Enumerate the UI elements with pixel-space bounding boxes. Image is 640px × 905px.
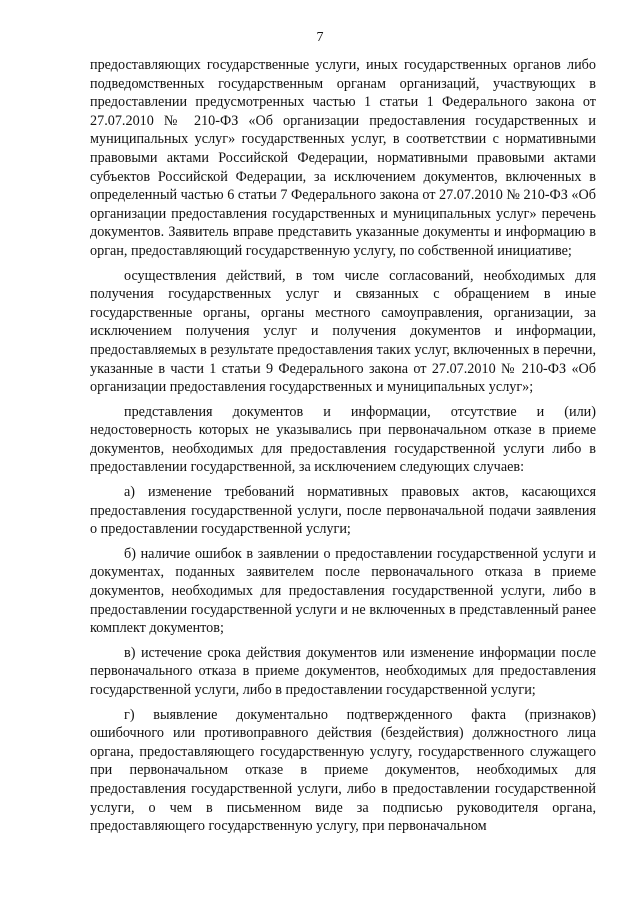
paragraph: представления документов и информации, отсутствие и (или) недостоверность которых не указывались при первоначальном отказе в приеме документов, необходимых для предоставления государственной услуги либо в предоставлении государственной, за исключением следующих случаев: bbox=[90, 403, 596, 476]
page-number: 7 bbox=[316, 30, 324, 45]
list-item-g: г) выявление документально подтвержденного факта (признаков) ошибочного или противоправного действия (бездействия) должностного лица органа, предоставляющего государственную услугу, государственного служащего при первоначальном отказе в приеме документов, необходимых для предоставления государственной услуги, либо в предоставлении государственной услуги, о чем в письменном виде за подписью руководителя органа, предоставляющего государственную услугу, при первоначальном bbox=[90, 706, 596, 835]
document-body bbox=[90, 56, 596, 836]
list-item-v: в) истечение срока действия документов или изменение информации после первоначального отказа в приеме документов, необходимых для предоставления государственной услуги, либо в предоставлении государственной услуги; bbox=[90, 644, 596, 698]
paragraph-continuation: предоставляющих государственные услуги, иных государственных органов либо подведомственных государственным органам организаций, участвующих в предоставлении предусмотренных частью 1 статьи 1 Федерального закона от 27.07.2010 № 210-ФЗ «Об организации предоставления государственных и муниципальных услуг» государственных услуг, в соответствии с нормативными правовыми актами Российской Федерации, нормативными правовыми актами субъектов Российской Федерации, за исключением документов, включенных в определенный частью 6 статьи 7 Федерального закона от 27.07.2010 № 210-ФЗ «Об организации предоставления государственных и муниципальных услуг» перечень документов. Заявитель вправе представить указанные документы и информацию в орган, предоставляющий государственную услугу, по собственной инициативе; bbox=[90, 57, 596, 259]
list-item-b: б) наличие ошибок в заявлении о предоставлении государственной услуги и документах, поданных заявителем после первоначального отказа в приеме документов, необходимых для предоставления государственной услуги, либо в предоставлении государственной услуги и не включенных в представленный ранее комплект документов; bbox=[90, 545, 596, 637]
paragraph: осуществления действий, в том числе согласований, необходимых для получения государственных услуг и связанных с обращением в иные государственные органы, органы местного самоуправления, организации, за исключением получения услуг и получения документов и информации, предоставляемых в результате предоставления таких услуг, включенных в перечни, указанные в части 1 статьи 9 Федерального закона от 27.07.2010 № 210-ФЗ «Об организации предоставления государственных и муниципальных услуг»; bbox=[90, 267, 596, 396]
list-item-a: а) изменение требований нормативных правовых актов, касающихся предоставления государственной услуги, после первоначальной подачи заявления о предоставлении государственной услуги; bbox=[90, 484, 596, 538]
